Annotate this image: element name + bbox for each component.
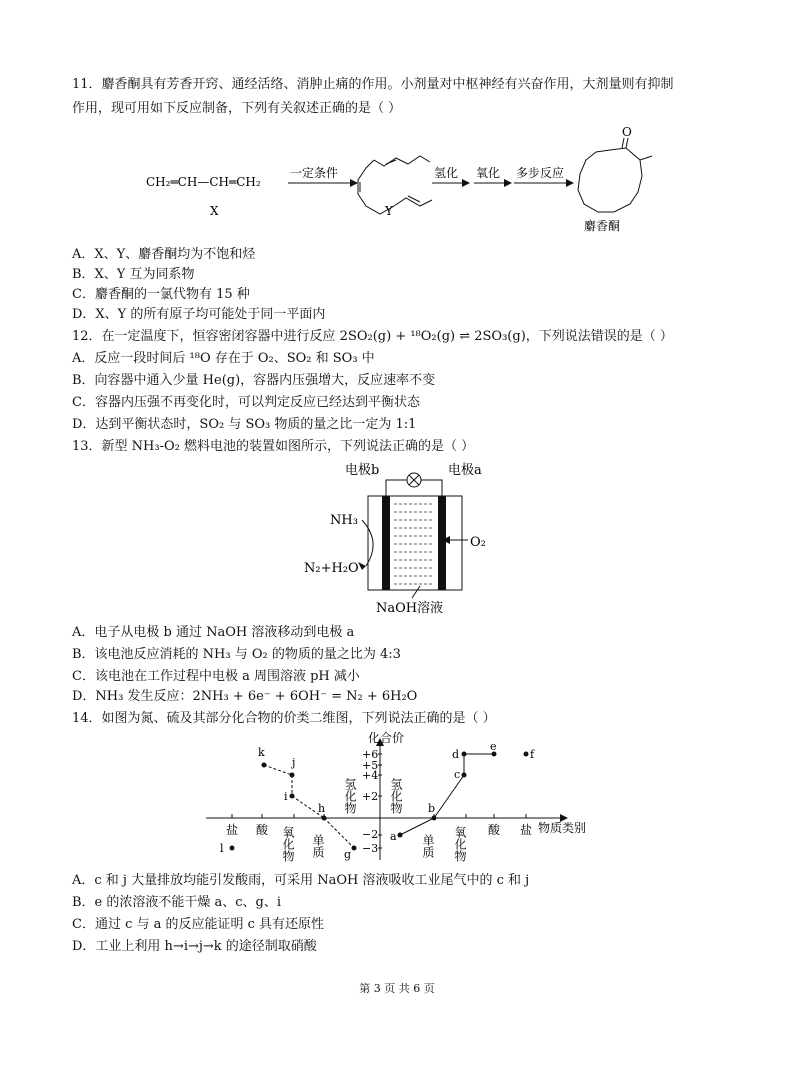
svg-text:酸: 酸 xyxy=(256,823,269,837)
q11-option-d: D．X、Y 的所有原子均可能处于同一平面内 xyxy=(72,307,326,322)
x-title: 物质类别 xyxy=(538,821,587,835)
q13-stem: 13．新型 NH₃-O₂ 燃料电池的装置如图所示，下列说法正确的是（ ） xyxy=(72,439,475,454)
svg-text:盐: 盐 xyxy=(226,823,239,837)
svg-text:+2: +2 xyxy=(362,790,379,803)
electrode-a-label: 电极a xyxy=(448,463,482,478)
arrow-hydrogenation: 氢化 xyxy=(434,166,459,180)
svg-text:b: b xyxy=(428,802,436,815)
q11-stem-line2: 作用，现可用如下反应制备，下列有关叙述正确的是（ ） xyxy=(72,101,402,116)
svg-text:i: i xyxy=(284,790,288,803)
svg-text:氧化物: 氧化物 xyxy=(453,826,467,862)
q14-option-c: C．通过 c 与 a 的反应能证明 c 具有还原性 xyxy=(72,917,325,932)
left-categories xyxy=(226,822,325,863)
svg-text:f: f xyxy=(530,748,535,761)
naoh-label: NaOH溶液 xyxy=(376,601,444,616)
left-dashed-path xyxy=(264,765,354,848)
nh3-label: NH₃ xyxy=(330,513,358,528)
q11-stem-line1: 11．麝香酮具有芳香开窍、通经活络、消肿止痛的作用。小剂量对中枢神经有兴奋作用，大剂量则有抑制 xyxy=(72,77,674,92)
svg-text:d: d xyxy=(452,748,460,761)
q13-option-a: A．电子从电极 b 通过 NaOH 溶液移动到电极 a xyxy=(72,625,355,640)
page-footer: 第 3 页 共 6 页 xyxy=(359,982,435,995)
muscone-label: 麝香酮 xyxy=(584,219,621,233)
svg-text:c: c xyxy=(454,768,461,781)
q11-option-c: C．麝香酮的一氯代物有 15 种 xyxy=(72,287,250,302)
q14-option-d: D．工业上利用 h→i→j→k 的途径制取硝酸 xyxy=(72,939,317,954)
q13-option-c: C．该电池在工作过程中电极 a 周围溶液 pH 减小 xyxy=(72,669,360,684)
carbonyl-o: O xyxy=(622,125,632,139)
svg-text:e: e xyxy=(490,740,497,753)
svg-text:+5: +5 xyxy=(362,759,379,772)
q12-option-a: A．反应一段时间后 ¹⁸O 存在于 O₂、SO₂ 和 SO₃ 中 xyxy=(72,351,375,366)
q13-option-b: B．该电池反应消耗的 NH₃ 与 O₂ 的物质的量之比为 4:3 xyxy=(72,647,401,662)
q14-stem: 14．如图为氮、硫及其部分化合物的价类二维图，下列说法正确的是（ ） xyxy=(72,711,496,726)
svg-text:h: h xyxy=(318,802,326,815)
svg-text:a: a xyxy=(390,830,397,843)
q11-option-b: B．X、Y 互为同系物 xyxy=(72,267,195,282)
right-solid-path xyxy=(400,754,494,835)
svg-text:l: l xyxy=(220,842,224,855)
q12-option-b: B．向容器中通入少量 He(g)，容器内压强增大，反应速率不变 xyxy=(72,373,436,388)
svg-text:−3: −3 xyxy=(362,842,379,855)
svg-text:氧化物: 氧化物 xyxy=(281,826,295,862)
q14-option-a: A．c 和 j 大量排放均能引发酸雨，可采用 NaOH 溶液吸收工业尾气中的 c 和 j xyxy=(72,873,530,888)
q14-option-b: B．e 的浓溶液不能干燥 a、c、g、i xyxy=(72,895,282,910)
svg-text:−2: −2 xyxy=(362,828,379,841)
svg-text:单质: 单质 xyxy=(311,834,325,858)
svg-text:+4: +4 xyxy=(362,769,379,782)
svg-text:+6: +6 xyxy=(362,748,379,761)
svg-text:单质: 单质 xyxy=(421,834,435,858)
q11-option-a: A．X、Y、麝香酮均为不饱和烃 xyxy=(72,247,256,262)
y-label: Y xyxy=(385,204,393,218)
arrow-oxidation: 氧化 xyxy=(476,166,501,180)
products-label: N₂+H₂O xyxy=(304,561,359,576)
right-categories xyxy=(421,822,532,863)
svg-text:j: j xyxy=(292,756,296,769)
chart-points xyxy=(230,752,529,851)
svg-text:k: k xyxy=(258,746,265,759)
x-formula: CH₂═CH—CH═CH₂ xyxy=(146,175,261,189)
svg-text:酸: 酸 xyxy=(488,823,501,837)
svg-text:g: g xyxy=(344,848,352,861)
svg-text:氢化物: 氢化物 xyxy=(389,778,403,814)
svg-text:氢化物: 氢化物 xyxy=(343,778,357,814)
q12-option-c: C．容器内压强不再变化时，可以判定反应已经达到平衡状态 xyxy=(72,395,420,410)
arrow1-label: 一定条件 xyxy=(290,166,339,180)
o2-label: O₂ xyxy=(470,535,486,550)
arrow-multistep: 多步反应 xyxy=(516,166,565,180)
q12-stem: 12．在一定温度下，恒容密闭容器中进行反应 2SO₂(g) + ¹⁸O₂(g) ⇌ 2SO₃(g)，下列说法错误的是（ ） xyxy=(72,329,673,344)
q12-option-d: D．达到平衡状态时，SO₂ 与 SO₃ 物质的量之比一定为 1:1 xyxy=(72,417,417,432)
y-title: 化合价 xyxy=(368,731,405,745)
svg-text:盐: 盐 xyxy=(520,823,533,837)
q13-option-d: D．NH₃ 发生反应：2NH₃ + 6e⁻ + 6OH⁻ = N₂ + 6H₂O xyxy=(72,689,418,704)
y-ticks xyxy=(362,748,378,855)
electrode-b-label: 电极b xyxy=(345,463,380,478)
x-label: X xyxy=(210,204,219,218)
